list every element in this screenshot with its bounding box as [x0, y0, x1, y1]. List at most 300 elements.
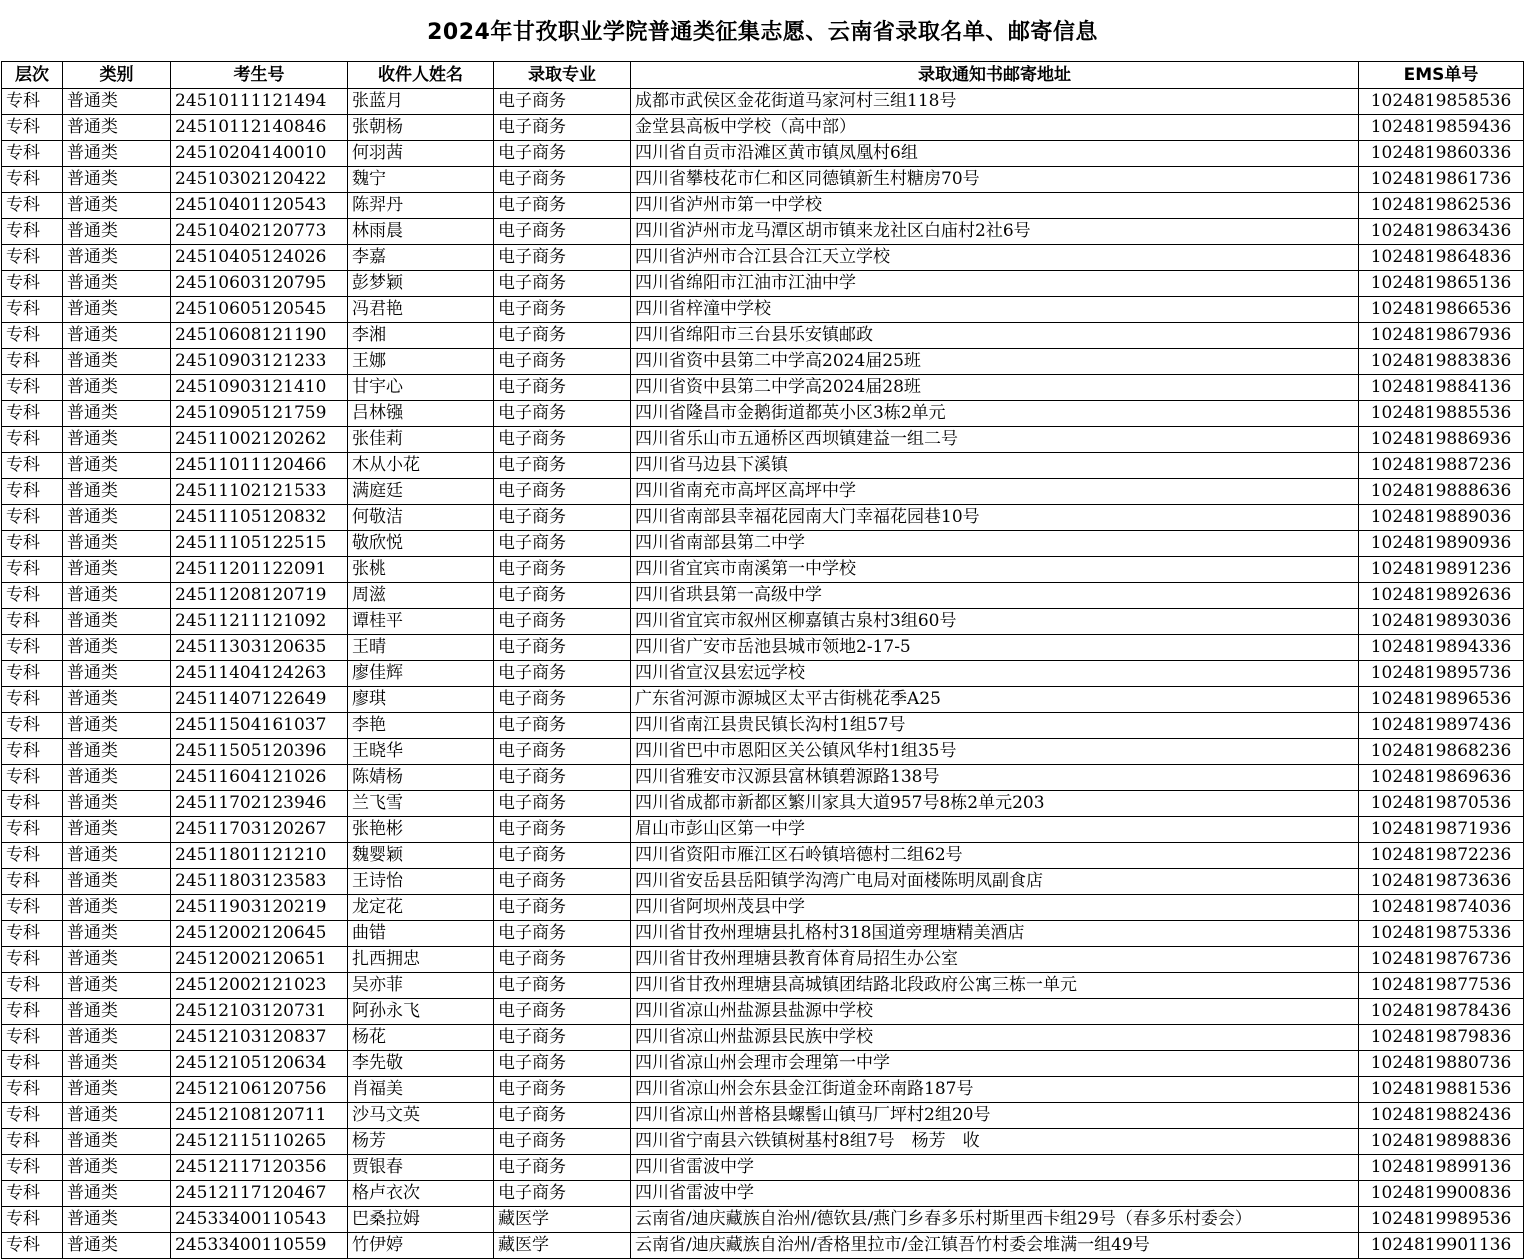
cell-major: 电子商务	[494, 687, 631, 713]
cell-exam-id: 24511407122649	[171, 687, 348, 713]
cell-ems: 1024819871936	[1359, 817, 1524, 843]
cell-category: 普通类	[63, 973, 171, 999]
cell-major: 电子商务	[494, 661, 631, 687]
cell-major: 电子商务	[494, 401, 631, 427]
cell-recipient: 兰飞雪	[348, 791, 494, 817]
cell-ems: 1024819898836	[1359, 1129, 1524, 1155]
cell-recipient: 魏宁	[348, 167, 494, 193]
cell-address: 四川省雷波中学	[631, 1181, 1359, 1207]
table-row	[2, 1207, 1524, 1233]
cell-exam-id: 24510905121759	[171, 401, 348, 427]
cell-level: 专科	[2, 973, 63, 999]
table-row	[2, 375, 1524, 401]
cell-address: 四川省隆昌市金鹅街道都英小区3栋2单元	[631, 401, 1359, 427]
cell-level: 专科	[2, 765, 63, 791]
cell-recipient: 吕林镪	[348, 401, 494, 427]
cell-category: 普通类	[63, 401, 171, 427]
table-row	[2, 297, 1524, 323]
cell-exam-id: 24511404124263	[171, 661, 348, 687]
table-row	[2, 323, 1524, 349]
cell-level: 专科	[2, 453, 63, 479]
cell-ems: 1024819879836	[1359, 1025, 1524, 1051]
cell-address: 四川省凉山州普格县螺髻山镇马厂坪村2组20号	[631, 1103, 1359, 1129]
cell-level: 专科	[2, 687, 63, 713]
cell-recipient: 林雨晨	[348, 219, 494, 245]
cell-address: 云南省/迪庆藏族自治州/德钦县/燕门乡春多乐村斯里西卡组29号（春多乐村委会）	[631, 1207, 1359, 1233]
cell-major: 电子商务	[494, 739, 631, 765]
cell-major: 电子商务	[494, 271, 631, 297]
cell-level: 专科	[2, 739, 63, 765]
cell-level: 专科	[2, 297, 63, 323]
cell-recipient: 阿孙永飞	[348, 999, 494, 1025]
table-row	[2, 999, 1524, 1025]
cell-recipient: 张艳彬	[348, 817, 494, 843]
cell-major: 电子商务	[494, 453, 631, 479]
cell-recipient: 王娜	[348, 349, 494, 375]
cell-level: 专科	[2, 1025, 63, 1051]
cell-address: 四川省绵阳市三台县乐安镇邮政	[631, 323, 1359, 349]
cell-level: 专科	[2, 193, 63, 219]
cell-address: 四川省南部县幸福花园南大门幸福花园巷10号	[631, 505, 1359, 531]
cell-major: 电子商务	[494, 505, 631, 531]
cell-major: 电子商务	[494, 999, 631, 1025]
admission-table	[1, 61, 1524, 1259]
cell-level: 专科	[2, 791, 63, 817]
cell-exam-id: 24510111121494	[171, 89, 348, 115]
cell-ems: 1024819886936	[1359, 427, 1524, 453]
cell-address: 四川省宣汉县宏远学校	[631, 661, 1359, 687]
table-row	[2, 1103, 1524, 1129]
cell-level: 专科	[2, 1051, 63, 1077]
cell-level: 专科	[2, 947, 63, 973]
table-row	[2, 115, 1524, 141]
table-row	[2, 583, 1524, 609]
cell-category: 普通类	[63, 817, 171, 843]
cell-major: 电子商务	[494, 817, 631, 843]
cell-exam-id: 24510405124026	[171, 245, 348, 271]
cell-level: 专科	[2, 869, 63, 895]
cell-category: 普通类	[63, 713, 171, 739]
cell-exam-id: 24512002121023	[171, 973, 348, 999]
cell-ems: 1024819868236	[1359, 739, 1524, 765]
table-row	[2, 739, 1524, 765]
cell-ems: 1024819880736	[1359, 1051, 1524, 1077]
cell-address: 广东省河源市源城区太平古街桃花季A25	[631, 687, 1359, 713]
table-row	[2, 427, 1524, 453]
cell-address: 四川省阿坝州茂县中学	[631, 895, 1359, 921]
cell-recipient: 张佳莉	[348, 427, 494, 453]
table-row	[2, 843, 1524, 869]
cell-recipient: 竹伊婷	[348, 1233, 494, 1259]
table-row	[2, 791, 1524, 817]
cell-major: 电子商务	[494, 1051, 631, 1077]
cell-address: 四川省南江县贵民镇长沟村1组57号	[631, 713, 1359, 739]
cell-category: 普通类	[63, 323, 171, 349]
cell-category: 普通类	[63, 167, 171, 193]
cell-recipient: 巴桑拉姆	[348, 1207, 494, 1233]
table-row	[2, 271, 1524, 297]
cell-exam-id: 24511201122091	[171, 557, 348, 583]
cell-exam-id: 24512103120731	[171, 999, 348, 1025]
header-major: 录取专业	[494, 62, 631, 89]
cell-category: 普通类	[63, 479, 171, 505]
cell-major: 电子商务	[494, 921, 631, 947]
cell-address: 眉山市彭山区第一中学	[631, 817, 1359, 843]
cell-major: 电子商务	[494, 869, 631, 895]
cell-recipient: 甘宇心	[348, 375, 494, 401]
cell-level: 专科	[2, 895, 63, 921]
cell-level: 专科	[2, 89, 63, 115]
cell-category: 普通类	[63, 843, 171, 869]
cell-recipient: 李嘉	[348, 245, 494, 271]
cell-category: 普通类	[63, 635, 171, 661]
cell-ems: 1024819883836	[1359, 349, 1524, 375]
cell-level: 专科	[2, 167, 63, 193]
cell-level: 专科	[2, 921, 63, 947]
table-row	[2, 765, 1524, 791]
cell-level: 专科	[2, 999, 63, 1025]
table-row	[2, 661, 1524, 687]
cell-category: 普通类	[63, 791, 171, 817]
cell-ems: 1024819884136	[1359, 375, 1524, 401]
cell-category: 普通类	[63, 141, 171, 167]
cell-major: 电子商务	[494, 115, 631, 141]
cell-ems: 1024819877536	[1359, 973, 1524, 999]
cell-category: 普通类	[63, 531, 171, 557]
cell-address: 四川省宜宾市叙州区柳嘉镇古泉村3组60号	[631, 609, 1359, 635]
cell-level: 专科	[2, 557, 63, 583]
cell-major: 电子商务	[494, 947, 631, 973]
cell-address: 四川省资阳市雁江区石岭镇培德村二组62号	[631, 843, 1359, 869]
cell-address: 四川省宁南县六铁镇树基村8组7号 杨芳 收	[631, 1129, 1359, 1155]
cell-major: 电子商务	[494, 635, 631, 661]
cell-category: 普通类	[63, 1181, 171, 1207]
cell-address: 四川省甘孜州理塘县高城镇团结路北段政府公寓三栋一单元	[631, 973, 1359, 999]
cell-address: 四川省凉山州盐源县民族中学校	[631, 1025, 1359, 1051]
header-address: 录取通知书邮寄地址	[631, 62, 1359, 89]
cell-level: 专科	[2, 1233, 63, 1259]
cell-level: 专科	[2, 583, 63, 609]
cell-level: 专科	[2, 505, 63, 531]
table-row	[2, 921, 1524, 947]
cell-category: 普通类	[63, 453, 171, 479]
cell-recipient: 杨芳	[348, 1129, 494, 1155]
cell-recipient: 王晓华	[348, 739, 494, 765]
cell-ems: 1024819878436	[1359, 999, 1524, 1025]
cell-address: 四川省梓潼中学校	[631, 297, 1359, 323]
cell-level: 专科	[2, 843, 63, 869]
cell-level: 专科	[2, 141, 63, 167]
table-row	[2, 505, 1524, 531]
cell-address: 四川省凉山州会理市会理第一中学	[631, 1051, 1359, 1077]
cell-recipient: 曲错	[348, 921, 494, 947]
cell-major: 电子商务	[494, 1155, 631, 1181]
cell-level: 专科	[2, 635, 63, 661]
cell-category: 普通类	[63, 1025, 171, 1051]
cell-address: 四川省资中县第二中学高2024届25班	[631, 349, 1359, 375]
table-row	[2, 193, 1524, 219]
cell-major: 电子商务	[494, 89, 631, 115]
cell-exam-id: 24511803123583	[171, 869, 348, 895]
table-row	[2, 713, 1524, 739]
cell-recipient: 周滋	[348, 583, 494, 609]
cell-recipient: 王诗怡	[348, 869, 494, 895]
cell-level: 专科	[2, 349, 63, 375]
cell-address: 四川省凉山州盐源县盐源中学校	[631, 999, 1359, 1025]
cell-recipient: 王晴	[348, 635, 494, 661]
cell-recipient: 陈婧杨	[348, 765, 494, 791]
table-row	[2, 89, 1524, 115]
cell-major: 电子商务	[494, 349, 631, 375]
table-row	[2, 1233, 1524, 1259]
cell-category: 普通类	[63, 271, 171, 297]
cell-recipient: 谭桂平	[348, 609, 494, 635]
cell-ems: 1024819989536	[1359, 1207, 1524, 1233]
cell-recipient: 木从小花	[348, 453, 494, 479]
table-row	[2, 1155, 1524, 1181]
cell-address: 四川省资中县第二中学高2024届28班	[631, 375, 1359, 401]
cell-level: 专科	[2, 661, 63, 687]
header-exam-id: 考生号	[171, 62, 348, 89]
cell-major: 电子商务	[494, 1103, 631, 1129]
cell-category: 普通类	[63, 1233, 171, 1259]
cell-exam-id: 24512108120711	[171, 1103, 348, 1129]
cell-category: 普通类	[63, 115, 171, 141]
cell-major: 藏医学	[494, 1207, 631, 1233]
cell-exam-id: 24511604121026	[171, 765, 348, 791]
header-ems: EMS单号	[1359, 62, 1524, 89]
cell-ems: 1024819895736	[1359, 661, 1524, 687]
cell-category: 普通类	[63, 895, 171, 921]
cell-ems: 1024819885536	[1359, 401, 1524, 427]
cell-address: 四川省安岳县岳阳镇学沟湾广电局对面楼陈明凤副食店	[631, 869, 1359, 895]
cell-level: 专科	[2, 713, 63, 739]
cell-ems: 1024819866536	[1359, 297, 1524, 323]
table-row	[2, 453, 1524, 479]
cell-major: 电子商务	[494, 193, 631, 219]
cell-major: 电子商务	[494, 713, 631, 739]
cell-ems: 1024819881536	[1359, 1077, 1524, 1103]
cell-recipient: 张朝杨	[348, 115, 494, 141]
table-row	[2, 1129, 1524, 1155]
cell-exam-id: 24512117120356	[171, 1155, 348, 1181]
table-row	[2, 245, 1524, 271]
cell-ems: 1024819888636	[1359, 479, 1524, 505]
cell-address: 四川省甘孜州理塘县扎格村318国道旁理塘精美酒店	[631, 921, 1359, 947]
cell-major: 电子商务	[494, 609, 631, 635]
table-row	[2, 219, 1524, 245]
cell-major: 电子商务	[494, 1129, 631, 1155]
cell-exam-id: 24510112140846	[171, 115, 348, 141]
cell-exam-id: 24511703120267	[171, 817, 348, 843]
cell-exam-id: 24510603120795	[171, 271, 348, 297]
cell-recipient: 李艳	[348, 713, 494, 739]
table-row	[2, 479, 1524, 505]
cell-ems: 1024819892636	[1359, 583, 1524, 609]
cell-ems: 1024819875336	[1359, 921, 1524, 947]
cell-exam-id: 24510204140010	[171, 141, 348, 167]
cell-recipient: 彭梦颖	[348, 271, 494, 297]
cell-category: 普通类	[63, 193, 171, 219]
cell-exam-id: 24510608121190	[171, 323, 348, 349]
cell-category: 普通类	[63, 739, 171, 765]
table-row	[2, 1025, 1524, 1051]
cell-exam-id: 24511102121533	[171, 479, 348, 505]
cell-exam-id: 24512115110265	[171, 1129, 348, 1155]
cell-level: 专科	[2, 817, 63, 843]
cell-major: 电子商务	[494, 297, 631, 323]
cell-major: 电子商务	[494, 1077, 631, 1103]
header-level: 层次	[2, 62, 63, 89]
cell-major: 电子商务	[494, 791, 631, 817]
cell-ems: 1024819863436	[1359, 219, 1524, 245]
cell-recipient: 吴亦菲	[348, 973, 494, 999]
cell-ems: 1024819901136	[1359, 1233, 1524, 1259]
cell-recipient: 李湘	[348, 323, 494, 349]
cell-address: 四川省珙县第一高级中学	[631, 583, 1359, 609]
cell-address: 四川省绵阳市江油市江油中学	[631, 271, 1359, 297]
cell-level: 专科	[2, 271, 63, 297]
cell-address: 四川省乐山市五通桥区西坝镇建益一组二号	[631, 427, 1359, 453]
cell-category: 普通类	[63, 1077, 171, 1103]
table-row	[2, 817, 1524, 843]
cell-ems: 1024819889036	[1359, 505, 1524, 531]
cell-major: 电子商务	[494, 531, 631, 557]
cell-recipient: 李先敬	[348, 1051, 494, 1077]
cell-ems: 1024819899136	[1359, 1155, 1524, 1181]
table-row	[2, 557, 1524, 583]
cell-address: 四川省攀枝花市仁和区同德镇新生村糖房70号	[631, 167, 1359, 193]
cell-ems: 1024819858536	[1359, 89, 1524, 115]
cell-level: 专科	[2, 323, 63, 349]
cell-ems: 1024819862536	[1359, 193, 1524, 219]
cell-category: 普通类	[63, 297, 171, 323]
cell-ems: 1024819894336	[1359, 635, 1524, 661]
cell-ems: 1024819859436	[1359, 115, 1524, 141]
cell-ems: 1024819900836	[1359, 1181, 1524, 1207]
cell-category: 普通类	[63, 583, 171, 609]
cell-level: 专科	[2, 1155, 63, 1181]
cell-ems: 1024819865136	[1359, 271, 1524, 297]
cell-category: 普通类	[63, 661, 171, 687]
cell-exam-id: 24511211121092	[171, 609, 348, 635]
cell-address: 四川省雅安市汉源县富林镇碧源路138号	[631, 765, 1359, 791]
cell-category: 普通类	[63, 1207, 171, 1233]
cell-address: 四川省宜宾市南溪第一中学校	[631, 557, 1359, 583]
cell-level: 专科	[2, 1181, 63, 1207]
cell-ems: 1024819887236	[1359, 453, 1524, 479]
cell-category: 普通类	[63, 999, 171, 1025]
cell-address: 四川省凉山州会东县金江街道金环南路187号	[631, 1077, 1359, 1103]
cell-major: 电子商务	[494, 141, 631, 167]
cell-recipient: 杨花	[348, 1025, 494, 1051]
cell-category: 普通类	[63, 947, 171, 973]
cell-exam-id: 24510401120543	[171, 193, 348, 219]
cell-recipient: 张蓝月	[348, 89, 494, 115]
cell-level: 专科	[2, 219, 63, 245]
cell-recipient: 何敬洁	[348, 505, 494, 531]
cell-category: 普通类	[63, 505, 171, 531]
cell-recipient: 格卢衣次	[348, 1181, 494, 1207]
cell-level: 专科	[2, 1129, 63, 1155]
cell-recipient: 沙马文英	[348, 1103, 494, 1129]
cell-exam-id: 24511002120262	[171, 427, 348, 453]
cell-exam-id: 24512105120634	[171, 1051, 348, 1077]
cell-exam-id: 24512002120651	[171, 947, 348, 973]
cell-level: 专科	[2, 531, 63, 557]
cell-category: 普通类	[63, 89, 171, 115]
cell-address: 四川省泸州市合江县合江天立学校	[631, 245, 1359, 271]
cell-ems: 1024819869636	[1359, 765, 1524, 791]
cell-major: 电子商务	[494, 1025, 631, 1051]
cell-ems: 1024819864836	[1359, 245, 1524, 271]
cell-major: 电子商务	[494, 765, 631, 791]
cell-major: 电子商务	[494, 167, 631, 193]
cell-category: 普通类	[63, 427, 171, 453]
cell-ems: 1024819873636	[1359, 869, 1524, 895]
cell-exam-id: 24511903120219	[171, 895, 348, 921]
cell-recipient: 敬欣悦	[348, 531, 494, 557]
cell-ems: 1024819897436	[1359, 713, 1524, 739]
cell-recipient: 魏婴颖	[348, 843, 494, 869]
cell-level: 专科	[2, 245, 63, 271]
cell-ems: 1024819867936	[1359, 323, 1524, 349]
table-row	[2, 1051, 1524, 1077]
cell-major: 电子商务	[494, 843, 631, 869]
cell-recipient: 廖琪	[348, 687, 494, 713]
cell-address: 四川省巴中市恩阳区关公镇风华村1组35号	[631, 739, 1359, 765]
cell-category: 普通类	[63, 245, 171, 271]
cell-major: 电子商务	[494, 895, 631, 921]
table-row	[2, 1077, 1524, 1103]
cell-address: 四川省泸州市第一中学校	[631, 193, 1359, 219]
cell-level: 专科	[2, 427, 63, 453]
cell-recipient: 陈羿丹	[348, 193, 494, 219]
header-category: 类别	[63, 62, 171, 89]
cell-recipient: 冯君艳	[348, 297, 494, 323]
cell-exam-id: 24510903121233	[171, 349, 348, 375]
cell-address: 四川省南充市高坪区高坪中学	[631, 479, 1359, 505]
cell-address: 四川省广安市岳池县城市领地2-17-5	[631, 635, 1359, 661]
cell-exam-id: 24511011120466	[171, 453, 348, 479]
cell-exam-id: 24512103120837	[171, 1025, 348, 1051]
cell-category: 普通类	[63, 1155, 171, 1181]
cell-exam-id: 24512002120645	[171, 921, 348, 947]
cell-address: 金堂县高板中学校（高中部）	[631, 115, 1359, 141]
cell-exam-id: 24512106120756	[171, 1077, 348, 1103]
cell-exam-id: 24511504161037	[171, 713, 348, 739]
table-row	[2, 895, 1524, 921]
cell-major: 电子商务	[494, 479, 631, 505]
cell-exam-id: 24510903121410	[171, 375, 348, 401]
cell-exam-id: 24511303120635	[171, 635, 348, 661]
table-row	[2, 141, 1524, 167]
cell-ems: 1024819882436	[1359, 1103, 1524, 1129]
cell-category: 普通类	[63, 219, 171, 245]
cell-address: 四川省马边县下溪镇	[631, 453, 1359, 479]
cell-major: 电子商务	[494, 557, 631, 583]
cell-major: 电子商务	[494, 973, 631, 999]
cell-category: 普通类	[63, 1103, 171, 1129]
cell-recipient: 贾银春	[348, 1155, 494, 1181]
cell-exam-id: 24511105120832	[171, 505, 348, 531]
cell-recipient: 何羽茜	[348, 141, 494, 167]
cell-major: 电子商务	[494, 427, 631, 453]
table-row	[2, 635, 1524, 661]
sheet-title: 2024年甘孜职业学院普通类征集志愿、云南省录取名单、邮寄信息	[427, 20, 1098, 45]
header-row	[2, 62, 1524, 89]
cell-address: 云南省/迪庆藏族自治州/香格里拉市/金江镇吾竹村委会堆满一组49号	[631, 1233, 1359, 1259]
